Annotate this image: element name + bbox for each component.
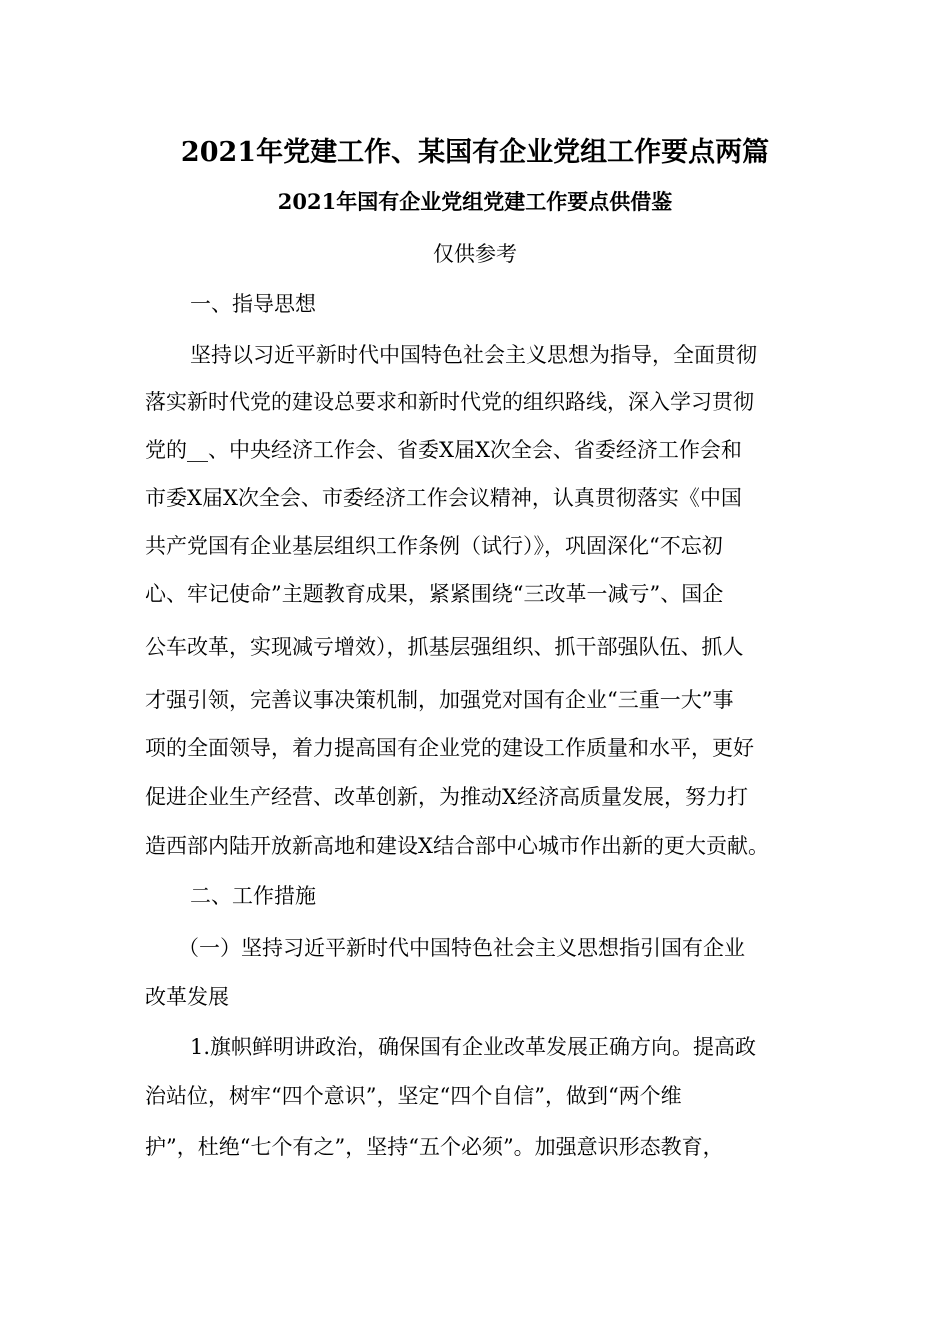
body-line: 心、牢记使命”主题教育成果，紧紧围绕“三改革一减亏”、国企 [145, 582, 724, 606]
subsection-heading: （一）坚持习近平新时代中国特色社会主义思想指引国有企业 [178, 936, 745, 960]
body-line: 护”，杜绝“七个有之”，坚持“五个必须”。加强意识形态教育， [145, 1135, 724, 1159]
body-line: 市委X届X次全会、市委经济工作会议精神，认真贯彻落实《中国 [145, 486, 742, 510]
body-line: 治站位，树牢“四个意识”，坚定“四个自信”，做到“两个维 [145, 1084, 682, 1108]
body-line: 坚持以习近平新时代中国特色社会主义思想为指导，全面贯彻 [190, 343, 757, 367]
section-heading-guiding-thought: 一、指导思想 [190, 292, 316, 316]
body-line: 落实新时代党的建设总要求和新时代党的组织路线，深入学习贯彻 [145, 390, 754, 414]
document-title: 2021年党建工作、某国有企业党组工作要点两篇 [180, 137, 770, 168]
subsection-heading-cont: 改革发展 [145, 985, 229, 1009]
body-line: 公车改革，实现减亏增效），抓基层强组织、抓干部强队伍、抓人 [145, 635, 744, 659]
body-line: 促进企业生产经营、改革创新，为推动X经济高质量发展，努力打 [145, 785, 748, 809]
body-line: 才强引领，完善议事决策机制，加强党对国有企业“三重一大”事 [145, 688, 734, 712]
reference-note: 仅供参考 [433, 242, 517, 266]
body-line: 项的全面领导，着力提高国有企业党的建设工作质量和水平，更好 [145, 736, 754, 760]
body-line: 共产党国有企业基层组织工作条例（试行）》，巩固深化“不忘初 [145, 534, 723, 558]
body-line: 党的__、中央经济工作会、省委X届X次全会、省委经济工作会和 [145, 438, 742, 462]
body-line: 造西部内陆开放新高地和建设X结合部中心城市作出新的更大贡献。 [145, 834, 769, 858]
body-line: 1.旗帜鲜明讲政治，确保国有企业改革发展正确方向。提高政 [190, 1035, 757, 1059]
section-heading-work-measures: 二、工作措施 [190, 884, 316, 908]
document-subtitle: 2021年国有企业党组党建工作要点供借鉴 [277, 189, 673, 214]
